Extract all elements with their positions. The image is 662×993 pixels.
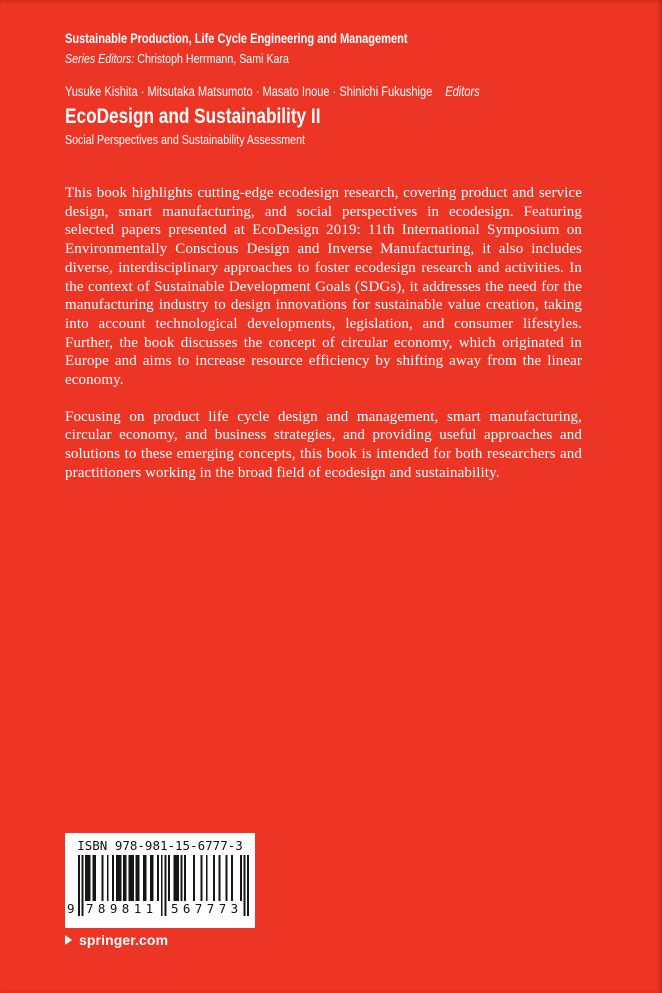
editors-label: Editors [445,84,480,99]
back-cover-blurb [65,184,582,483]
series-editors-line [65,51,480,67]
series-editors-names: Christoph Herrmann, Sami Kara [137,51,289,66]
isbn-label: ISBN 978-981-15-6777-3 [77,838,243,853]
right-triangle-icon [65,935,72,945]
series-editors-label: Series Editors: [65,51,135,66]
book-title: EcoDesign and Sustainability II [65,105,321,128]
barcode-digit-group-1: 789811 [86,901,158,916]
series-title: Sustainable Production, Life Cycle Engineering and Management [65,31,408,46]
cover-header [65,31,480,148]
barcode-digit-group-2: 567773 [171,901,243,916]
editors-names: Yusuke Kishita · Mitsutaka Matsumoto · Masato Inoue · Shinichi Fukushige [65,84,433,99]
blurb-paragraph-1: This book highlights cutting-edge ecodesign research, covering product and service design, smart manufacturing, and social perspectives in ecodesign. Featuring selected papers presented at EcoDesign 2019: 11th International Symposium on Environmentally Conscious Design and Inverse Manufacturing, it also includes diverse, interdisciplinary approaches to foster ecodesign research and activities. In the context of Sustainable Development Goals (SDGs), it addresses the need for the manufacturing industry to design innovations for sustainable value creation, taking into account technological developments, legislation, and consumer lifestyles. Further, the book discusses the concept of circular economy, which originated in Europe and aims to increase resource efficiency by shifting away from the linear economy. [65,185,582,389]
blurb-paragraph-2: Focusing on product life cycle design and management, smart manufacturing, circular economy, and business strategies, and providing useful approaches and solutions to these emerging concepts, this book is intended for both researchers and practitioners working in the broad field of ecodesign and sustainability. [65,408,582,481]
ean13-barcode [67,855,249,921]
publisher-site-label: springer.com [79,932,169,948]
publisher-footer [65,932,168,948]
book-subtitle: Social Perspectives and Sustainability Assessment [65,132,305,147]
barcode-digit-left: 9 [67,901,75,916]
isbn-barcode-panel [65,833,255,928]
editors-byline [65,84,480,100]
